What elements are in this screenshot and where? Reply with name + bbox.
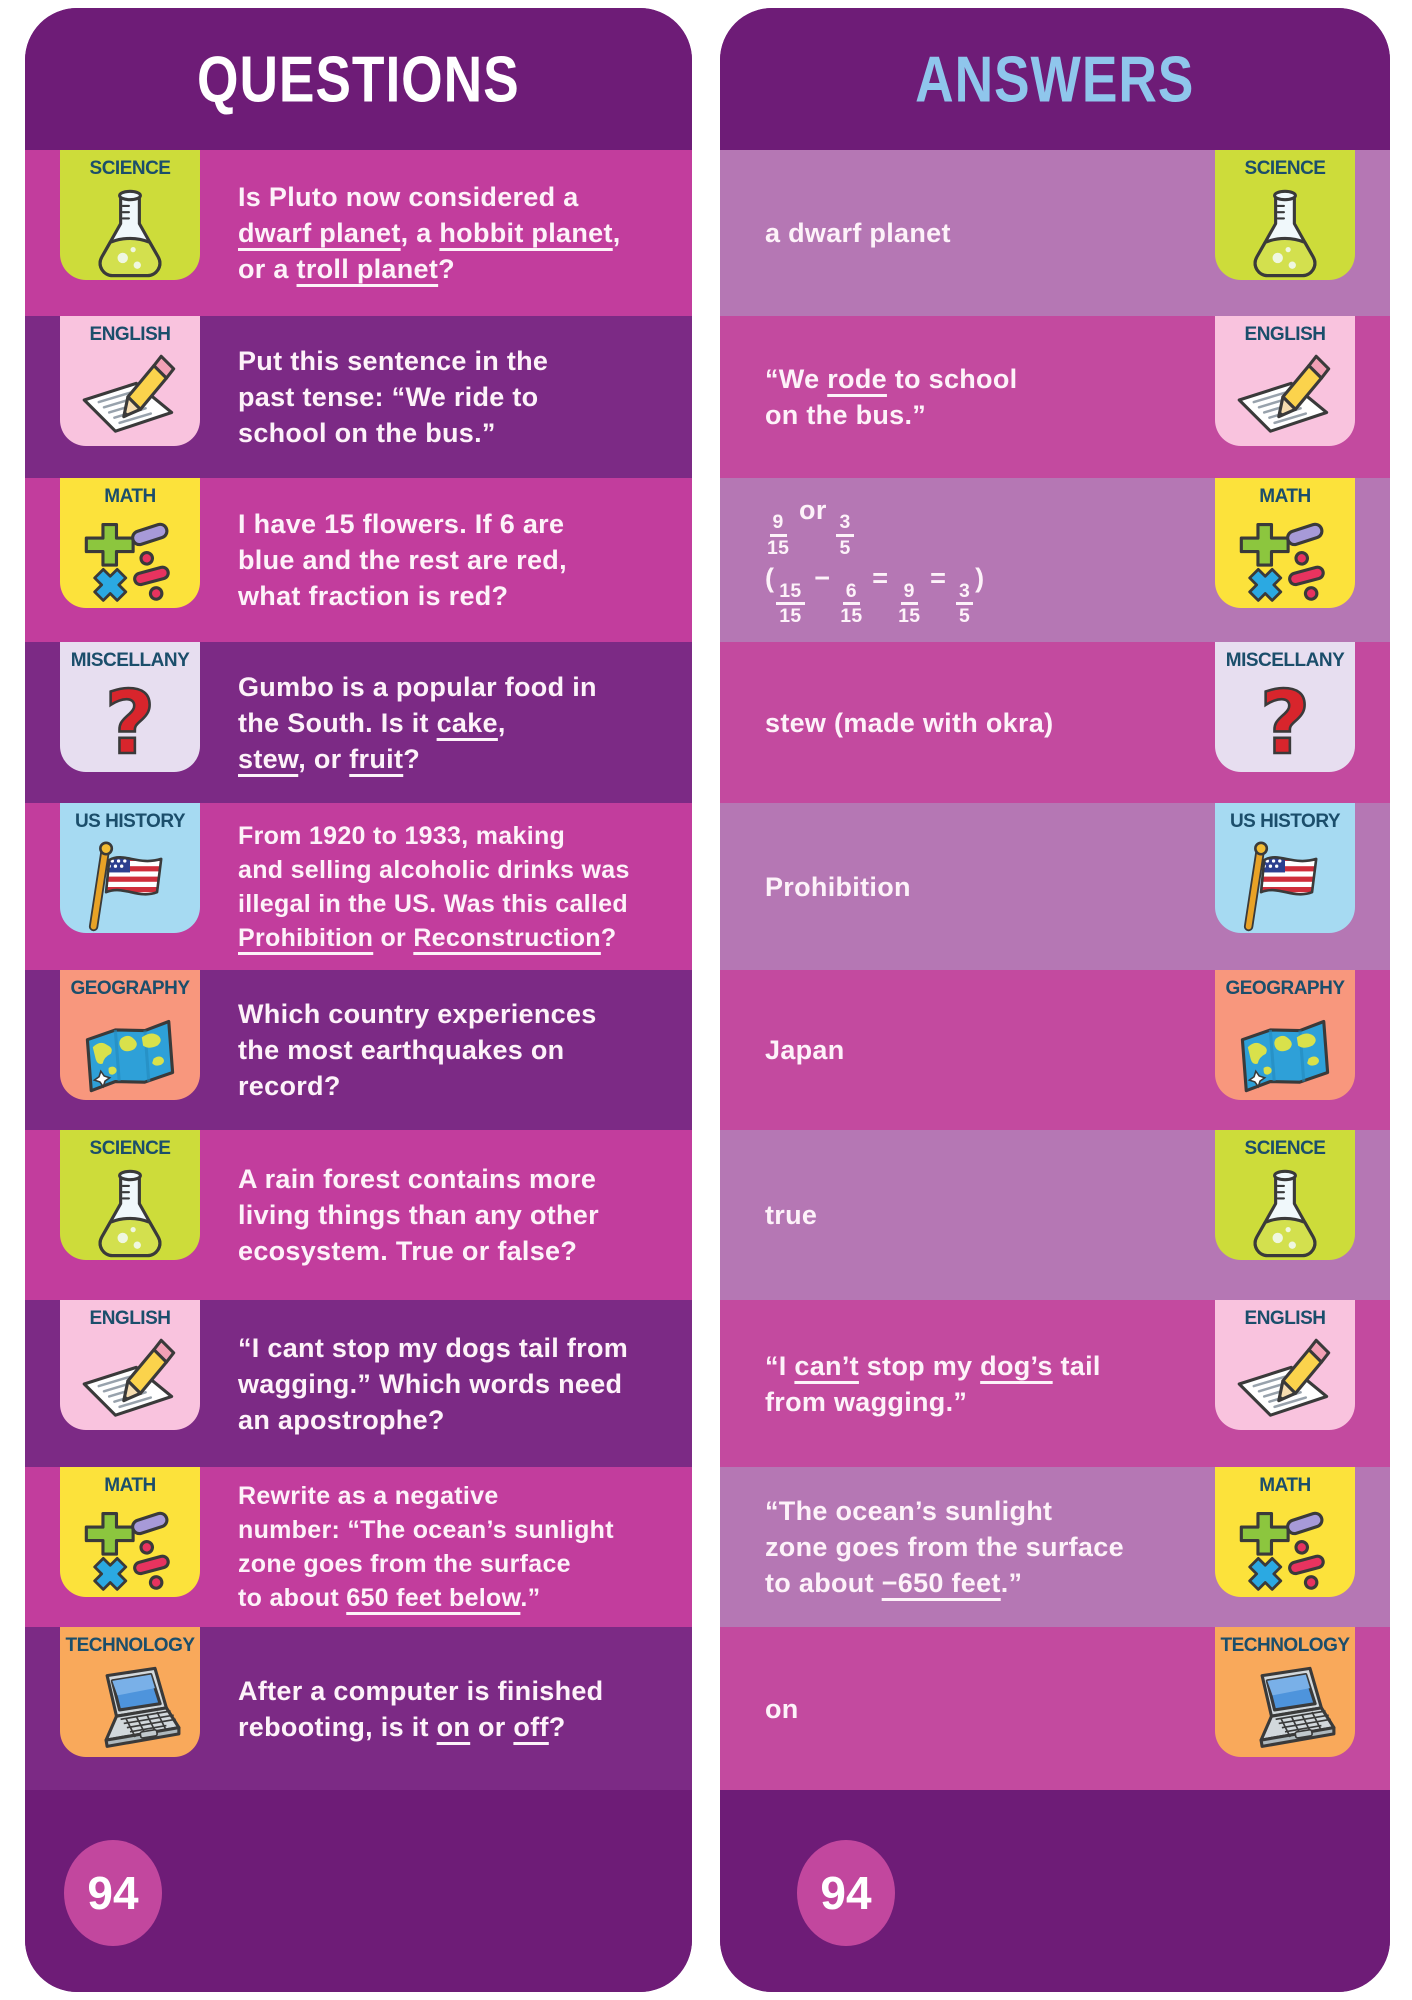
answer-row — [720, 1467, 1390, 1627]
category-badge-geography — [60, 970, 200, 1100]
question-text: Which country experiences the most earthquakes on record? — [238, 999, 597, 1101]
question-row — [25, 1467, 692, 1627]
questions-header — [25, 8, 692, 150]
math-symbols-icon — [78, 1499, 182, 1603]
paper-pencil-icon — [78, 1332, 182, 1436]
category-badge-science — [60, 150, 200, 280]
category-label: MATH — [1259, 1475, 1311, 1496]
category-badge-science — [60, 1130, 200, 1260]
answer-text: $\frac{9}{15}$ or $\frac{3}{5}$ ( $\frac{15}{15}$ − $\frac{6}{15}$ = $\frac{9}{15}$ = $\frac{3}{5}$ ) — [765, 494, 985, 628]
questions-title: QUESTIONS — [197, 42, 520, 116]
question-text: After a computer is finished rebooting, is it on or off? — [238, 1675, 604, 1742]
answer-row — [720, 478, 1390, 642]
question-text: A rain forest contains more living things than any other ecosystem. True or false? — [238, 1164, 599, 1266]
category-badge-english — [60, 1300, 200, 1430]
category-badge-math — [1215, 478, 1355, 608]
category-badge-geography — [1215, 970, 1355, 1100]
question-text: From 1920 to 1933, making and selling alcoholic drinks was illegal in the US. Was this called Prohibition or Reconstruction? — [238, 821, 630, 952]
category-label: GEOGRAPHY — [70, 978, 190, 999]
category-badge-science — [1215, 1130, 1355, 1260]
category-badge-technology — [1215, 1627, 1355, 1757]
answer-row — [720, 1627, 1390, 1790]
answer-row — [720, 150, 1390, 316]
question-text: Rewrite as a negative number: “The ocean’s sunlight zone goes from the surface to about 650 feet below.” — [238, 1482, 614, 1612]
us-flag-icon — [78, 835, 182, 939]
category-badge-english — [60, 316, 200, 446]
page-number-badge: 94 — [64, 1840, 162, 1946]
answer-row — [720, 970, 1390, 1130]
category-badge-math — [1215, 1467, 1355, 1597]
question-row — [25, 150, 692, 316]
question-row — [25, 642, 692, 803]
answer-text: “We rode to school on the bus.” — [765, 364, 1018, 430]
question-row — [25, 1627, 692, 1790]
laptop-icon — [78, 1659, 182, 1763]
paper-pencil-icon — [1233, 348, 1337, 452]
question-text: “I cant stop my dogs tail from wagging.” Which words need an apostrophe? — [238, 1332, 629, 1435]
category-label: SCIENCE — [89, 1138, 171, 1159]
question-row — [25, 316, 692, 478]
question-row — [25, 1130, 692, 1300]
answer-text: “I can’t stop my dog’s tail from wagging.” — [765, 1350, 1101, 1417]
paper-pencil-icon — [78, 348, 182, 452]
world-map-icon — [1233, 1002, 1337, 1106]
category-badge-us-history — [60, 803, 200, 933]
math-symbols-icon — [1233, 1499, 1337, 1603]
answer-row — [720, 316, 1390, 478]
category-label: MATH — [104, 486, 156, 507]
category-badge-math — [60, 478, 200, 608]
question-mark-icon — [1233, 674, 1337, 778]
answers-footer — [720, 1790, 1390, 1992]
page-number-badge: 94 — [797, 1840, 895, 1946]
question-row — [25, 478, 692, 642]
questions-footer — [25, 1790, 692, 1992]
category-badge-miscellany — [60, 642, 200, 772]
category-label: GEOGRAPHY — [1225, 978, 1345, 999]
category-label: TECHNOLOGY — [1220, 1635, 1350, 1656]
answer-row — [720, 803, 1390, 970]
question-row — [25, 803, 692, 970]
category-label: SCIENCE — [1244, 158, 1326, 179]
category-badge-math — [60, 1467, 200, 1597]
paper-pencil-icon — [1233, 1332, 1337, 1436]
question-mark-icon — [78, 674, 182, 778]
us-flag-icon — [1233, 835, 1337, 939]
category-label: ENGLISH — [1244, 1308, 1326, 1329]
category-badge-english — [1215, 1300, 1355, 1430]
answer-row — [720, 1300, 1390, 1467]
category-label: TECHNOLOGY — [65, 1635, 195, 1656]
answer-text: a dwarf planet — [765, 218, 951, 248]
question-text: Is Pluto now considered a dwarf planet, a hobbit planet, or a troll planet? — [238, 182, 621, 284]
question-row — [25, 970, 692, 1130]
category-label: SCIENCE — [89, 158, 171, 179]
answer-row — [720, 642, 1390, 803]
category-label: MATH — [1259, 486, 1311, 507]
question-text: Gumbo is a popular food in the South. Is it cake, stew, or fruit? — [238, 671, 597, 774]
answer-text: Prohibition — [765, 871, 911, 902]
answer-text: true — [765, 1200, 818, 1230]
flask-icon — [1233, 182, 1337, 286]
world-map-icon — [78, 1002, 182, 1106]
question-text: Put this sentence in the past tense: “We ride to school on the bus.” — [238, 346, 549, 448]
category-badge-science — [1215, 150, 1355, 280]
category-label: ENGLISH — [1244, 324, 1326, 345]
math-symbols-icon — [78, 510, 182, 614]
category-label: US HISTORY — [1229, 811, 1341, 832]
answer-text: Japan — [765, 1035, 845, 1065]
answer-text: on — [765, 1693, 799, 1724]
answers-card — [720, 8, 1390, 1992]
category-label: US HISTORY — [74, 811, 186, 832]
category-label: ENGLISH — [89, 324, 171, 345]
flask-icon — [1233, 1162, 1337, 1266]
questions-card — [25, 8, 692, 1992]
category-badge-miscellany — [1215, 642, 1355, 772]
answers-title: ANSWERS — [915, 42, 1195, 116]
category-label: SCIENCE — [1244, 1138, 1326, 1159]
category-label: ENGLISH — [89, 1308, 171, 1329]
category-label: MISCELLANY — [1225, 650, 1345, 671]
laptop-icon — [1233, 1659, 1337, 1763]
flask-icon — [78, 182, 182, 286]
answers-header — [720, 8, 1390, 150]
category-label: MATH — [104, 1475, 156, 1496]
category-badge-technology — [60, 1627, 200, 1757]
answer-text: “The ocean’s sunlight zone goes from the surface to about −650 feet.” — [765, 1496, 1124, 1598]
answer-text: stew (made with okra) — [765, 707, 1054, 738]
category-label: MISCELLANY — [70, 650, 190, 671]
answer-row — [720, 1130, 1390, 1300]
flask-icon — [78, 1162, 182, 1266]
math-symbols-icon — [1233, 510, 1337, 614]
category-badge-english — [1215, 316, 1355, 446]
question-text: I have 15 flowers. If 6 are blue and the rest are red, what fraction is red? — [238, 509, 567, 611]
category-badge-us-history — [1215, 803, 1355, 933]
question-row — [25, 1300, 692, 1467]
